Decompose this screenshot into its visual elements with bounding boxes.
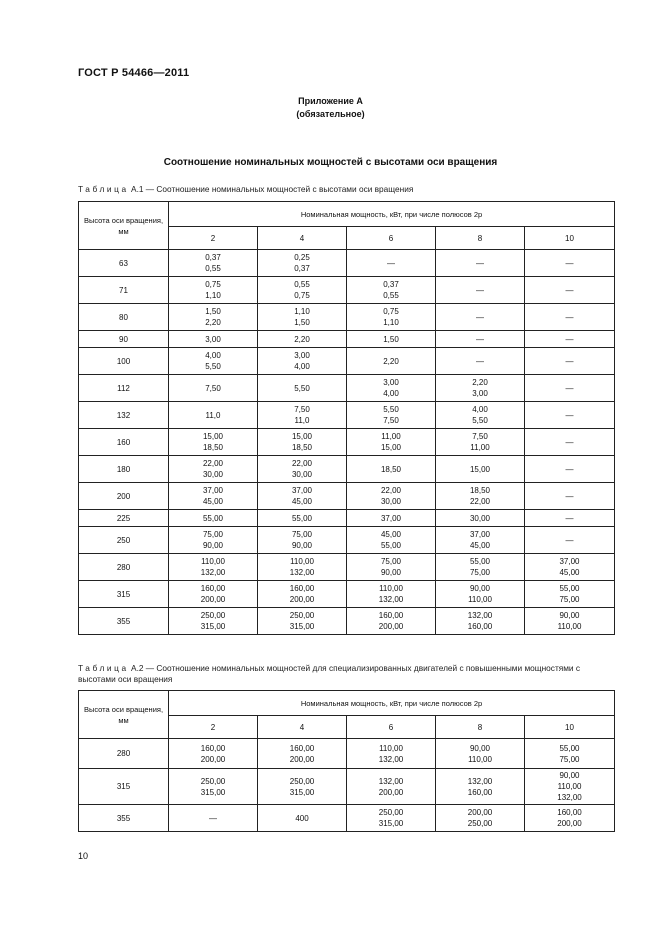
power-cell: 55,00 75,00 [525, 739, 615, 769]
power-cell: — [525, 250, 615, 277]
power-cell: — [525, 527, 615, 554]
power-cell: 250,00 315,00 [169, 769, 258, 805]
power-cell: — [525, 510, 615, 527]
power-cell: 1,50 [347, 331, 436, 348]
power-cell: 37,00 45,00 [258, 483, 347, 510]
power-cell: — [169, 805, 258, 832]
table-row [79, 608, 615, 635]
power-cell: 250,00 315,00 [169, 608, 258, 635]
power-cell: 5,50 7,50 [347, 402, 436, 429]
table-row [79, 805, 615, 832]
power-cell: 2,20 [258, 331, 347, 348]
table-row [79, 348, 615, 375]
axis-height-cell: 100 [79, 348, 169, 375]
power-cell: 0,75 1,10 [169, 277, 258, 304]
power-cell: 55,00 75,00 [525, 581, 615, 608]
power-cell: 55,00 75,00 [436, 554, 525, 581]
table1-caption [78, 184, 413, 195]
power-cell: — [525, 375, 615, 402]
power-cell: — [436, 277, 525, 304]
table2-body [79, 739, 615, 832]
pole-header: 8 [436, 716, 525, 739]
power-cell: 160,00 200,00 [347, 608, 436, 635]
power-cell: 7,50 11,00 [436, 429, 525, 456]
pole-header: 4 [258, 716, 347, 739]
annex-status: (обязательное) [296, 109, 365, 119]
page-number: 10 [78, 851, 89, 861]
table-row [79, 277, 615, 304]
power-cell: 132,00 200,00 [347, 769, 436, 805]
table2-caption-prefix: Таблица [78, 663, 129, 673]
axis-height-cell: 90 [79, 331, 169, 348]
power-cell: 250,00 315,00 [347, 805, 436, 832]
table-row [79, 554, 615, 581]
power-cell: 2,20 [347, 348, 436, 375]
power-cell: 15,00 18,50 [258, 429, 347, 456]
power-cell: 0,37 0,55 [347, 277, 436, 304]
axis-height-cell: 355 [79, 805, 169, 832]
power-cell: 7,50 [169, 375, 258, 402]
table-row [79, 250, 615, 277]
power-cell: 132,00 160,00 [436, 769, 525, 805]
power-cell: 15,00 18,50 [169, 429, 258, 456]
power-group-header: Номинальная мощность, кВт, при числе полюсов 2р [169, 691, 615, 716]
pole-header: 4 [258, 227, 347, 250]
power-cell: 90,00 110,00 [436, 581, 525, 608]
table-row [79, 769, 615, 805]
annex-title: Приложение А [298, 96, 363, 106]
power-cell: 7,50 11,0 [258, 402, 347, 429]
axis-height-cell: 200 [79, 483, 169, 510]
axis-height-cell: 315 [79, 769, 169, 805]
power-cell: 22,00 30,00 [347, 483, 436, 510]
power-cell: 0,25 0,37 [258, 250, 347, 277]
power-cell: 90,00 110,00 [525, 608, 615, 635]
power-cell: 55,00 [258, 510, 347, 527]
axis-height-cell: 63 [79, 250, 169, 277]
power-cell: — [436, 304, 525, 331]
table-row [79, 375, 615, 402]
power-cell: 0,37 0,55 [169, 250, 258, 277]
axis-height-cell: 250 [79, 527, 169, 554]
power-cell: 37,00 45,00 [169, 483, 258, 510]
pole-header: 6 [347, 716, 436, 739]
power-cell: 4,00 5,50 [169, 348, 258, 375]
table-row [79, 304, 615, 331]
power-cell: 75,00 90,00 [347, 554, 436, 581]
table1-body [79, 250, 615, 635]
power-cell: — [525, 429, 615, 456]
power-cell: 5,50 [258, 375, 347, 402]
power-cell: 1,50 2,20 [169, 304, 258, 331]
standard-designation: ГОСТ Р 54466—2011 [78, 67, 190, 79]
power-cell: 3,00 4,00 [347, 375, 436, 402]
power-cell: — [525, 402, 615, 429]
table-row [79, 429, 615, 456]
power-cell: 160,00 200,00 [258, 581, 347, 608]
power-cell: 200,00 250,00 [436, 805, 525, 832]
power-cell: — [525, 483, 615, 510]
table-row [79, 402, 615, 429]
table2 [78, 690, 615, 832]
power-cell: 37,00 45,00 [436, 527, 525, 554]
axis-height-cell: 80 [79, 304, 169, 331]
power-cell: — [525, 348, 615, 375]
power-cell: — [436, 250, 525, 277]
power-cell: 250,00 315,00 [258, 769, 347, 805]
power-cell: 1,10 1,50 [258, 304, 347, 331]
table1 [78, 201, 615, 635]
axis-height-cell: 280 [79, 739, 169, 769]
table-row [79, 527, 615, 554]
power-cell: 0,75 1,10 [347, 304, 436, 331]
power-cell: — [347, 250, 436, 277]
power-cell: 90,00 110,00 [436, 739, 525, 769]
power-cell: — [525, 277, 615, 304]
axis-height-header: Высота оси вращения, мм [79, 202, 169, 250]
power-cell: 0,55 0,75 [258, 277, 347, 304]
power-cell: 160,00 200,00 [258, 739, 347, 769]
power-cell: 110,00 132,00 [169, 554, 258, 581]
power-cell: 132,00 160,00 [436, 608, 525, 635]
pole-header: 2 [169, 716, 258, 739]
power-cell: 15,00 [436, 456, 525, 483]
power-cell: 4,00 5,50 [436, 402, 525, 429]
power-cell: 30,00 [436, 510, 525, 527]
power-cell: 400 [258, 805, 347, 832]
axis-height-cell: 225 [79, 510, 169, 527]
axis-height-header: Высота оси вращения, мм [79, 691, 169, 739]
power-cell: 90,00 110,00 132,00 [525, 769, 615, 805]
power-cell: 2,20 3,00 [436, 375, 525, 402]
pole-header: 6 [347, 227, 436, 250]
power-cell: 3,00 4,00 [258, 348, 347, 375]
power-cell: 45,00 55,00 [347, 527, 436, 554]
table-row [79, 510, 615, 527]
power-cell: 22,00 30,00 [258, 456, 347, 483]
power-cell: 11,0 [169, 402, 258, 429]
power-cell: 75,00 90,00 [169, 527, 258, 554]
power-cell: 110,00 132,00 [347, 739, 436, 769]
axis-height-cell: 355 [79, 608, 169, 635]
table-row [79, 739, 615, 769]
axis-height-cell: 71 [79, 277, 169, 304]
axis-height-cell: 132 [79, 402, 169, 429]
power-cell: 55,00 [169, 510, 258, 527]
power-cell: 18,50 22,00 [436, 483, 525, 510]
power-cell: 110,00 132,00 [347, 581, 436, 608]
annex-heading [0, 95, 661, 121]
power-cell: 18,50 [347, 456, 436, 483]
power-cell: 37,00 45,00 [525, 554, 615, 581]
table-row [79, 456, 615, 483]
power-cell: 37,00 [347, 510, 436, 527]
power-cell: — [525, 331, 615, 348]
power-cell: 250,00 315,00 [258, 608, 347, 635]
table2-caption [78, 663, 618, 685]
axis-height-cell: 180 [79, 456, 169, 483]
table-row [79, 483, 615, 510]
power-cell: 75,00 90,00 [258, 527, 347, 554]
table2-caption-text: А.2 — Соотношение номинальных мощностей для специализированных двигателей с повышенными мощностями с высотами оси вращения [78, 663, 581, 684]
table-row [79, 581, 615, 608]
axis-height-cell: 112 [79, 375, 169, 402]
pole-header: 8 [436, 227, 525, 250]
power-cell: 110,00 132,00 [258, 554, 347, 581]
power-cell: 3,00 [169, 331, 258, 348]
power-group-header: Номинальная мощность, кВт, при числе полюсов 2р [169, 202, 615, 227]
section-title: Соотношение номинальных мощностей с высотами оси вращения [163, 157, 498, 168]
pole-header: 10 [525, 227, 615, 250]
power-cell: 160,00 200,00 [525, 805, 615, 832]
axis-height-cell: 315 [79, 581, 169, 608]
power-cell: — [436, 348, 525, 375]
power-cell: — [436, 331, 525, 348]
power-cell: — [525, 456, 615, 483]
power-cell: 22,00 30,00 [169, 456, 258, 483]
table-row [79, 331, 615, 348]
power-cell: — [525, 304, 615, 331]
table1-caption-prefix: Таблица [78, 184, 129, 194]
axis-height-cell: 160 [79, 429, 169, 456]
pole-header: 2 [169, 227, 258, 250]
power-cell: 11,00 15,00 [347, 429, 436, 456]
table1-caption-text: А.1 — Соотношение номинальных мощностей с высотами оси вращения [128, 184, 414, 194]
pole-header: 10 [525, 716, 615, 739]
axis-height-cell: 280 [79, 554, 169, 581]
power-cell: 160,00 200,00 [169, 581, 258, 608]
power-cell: 160,00 200,00 [169, 739, 258, 769]
